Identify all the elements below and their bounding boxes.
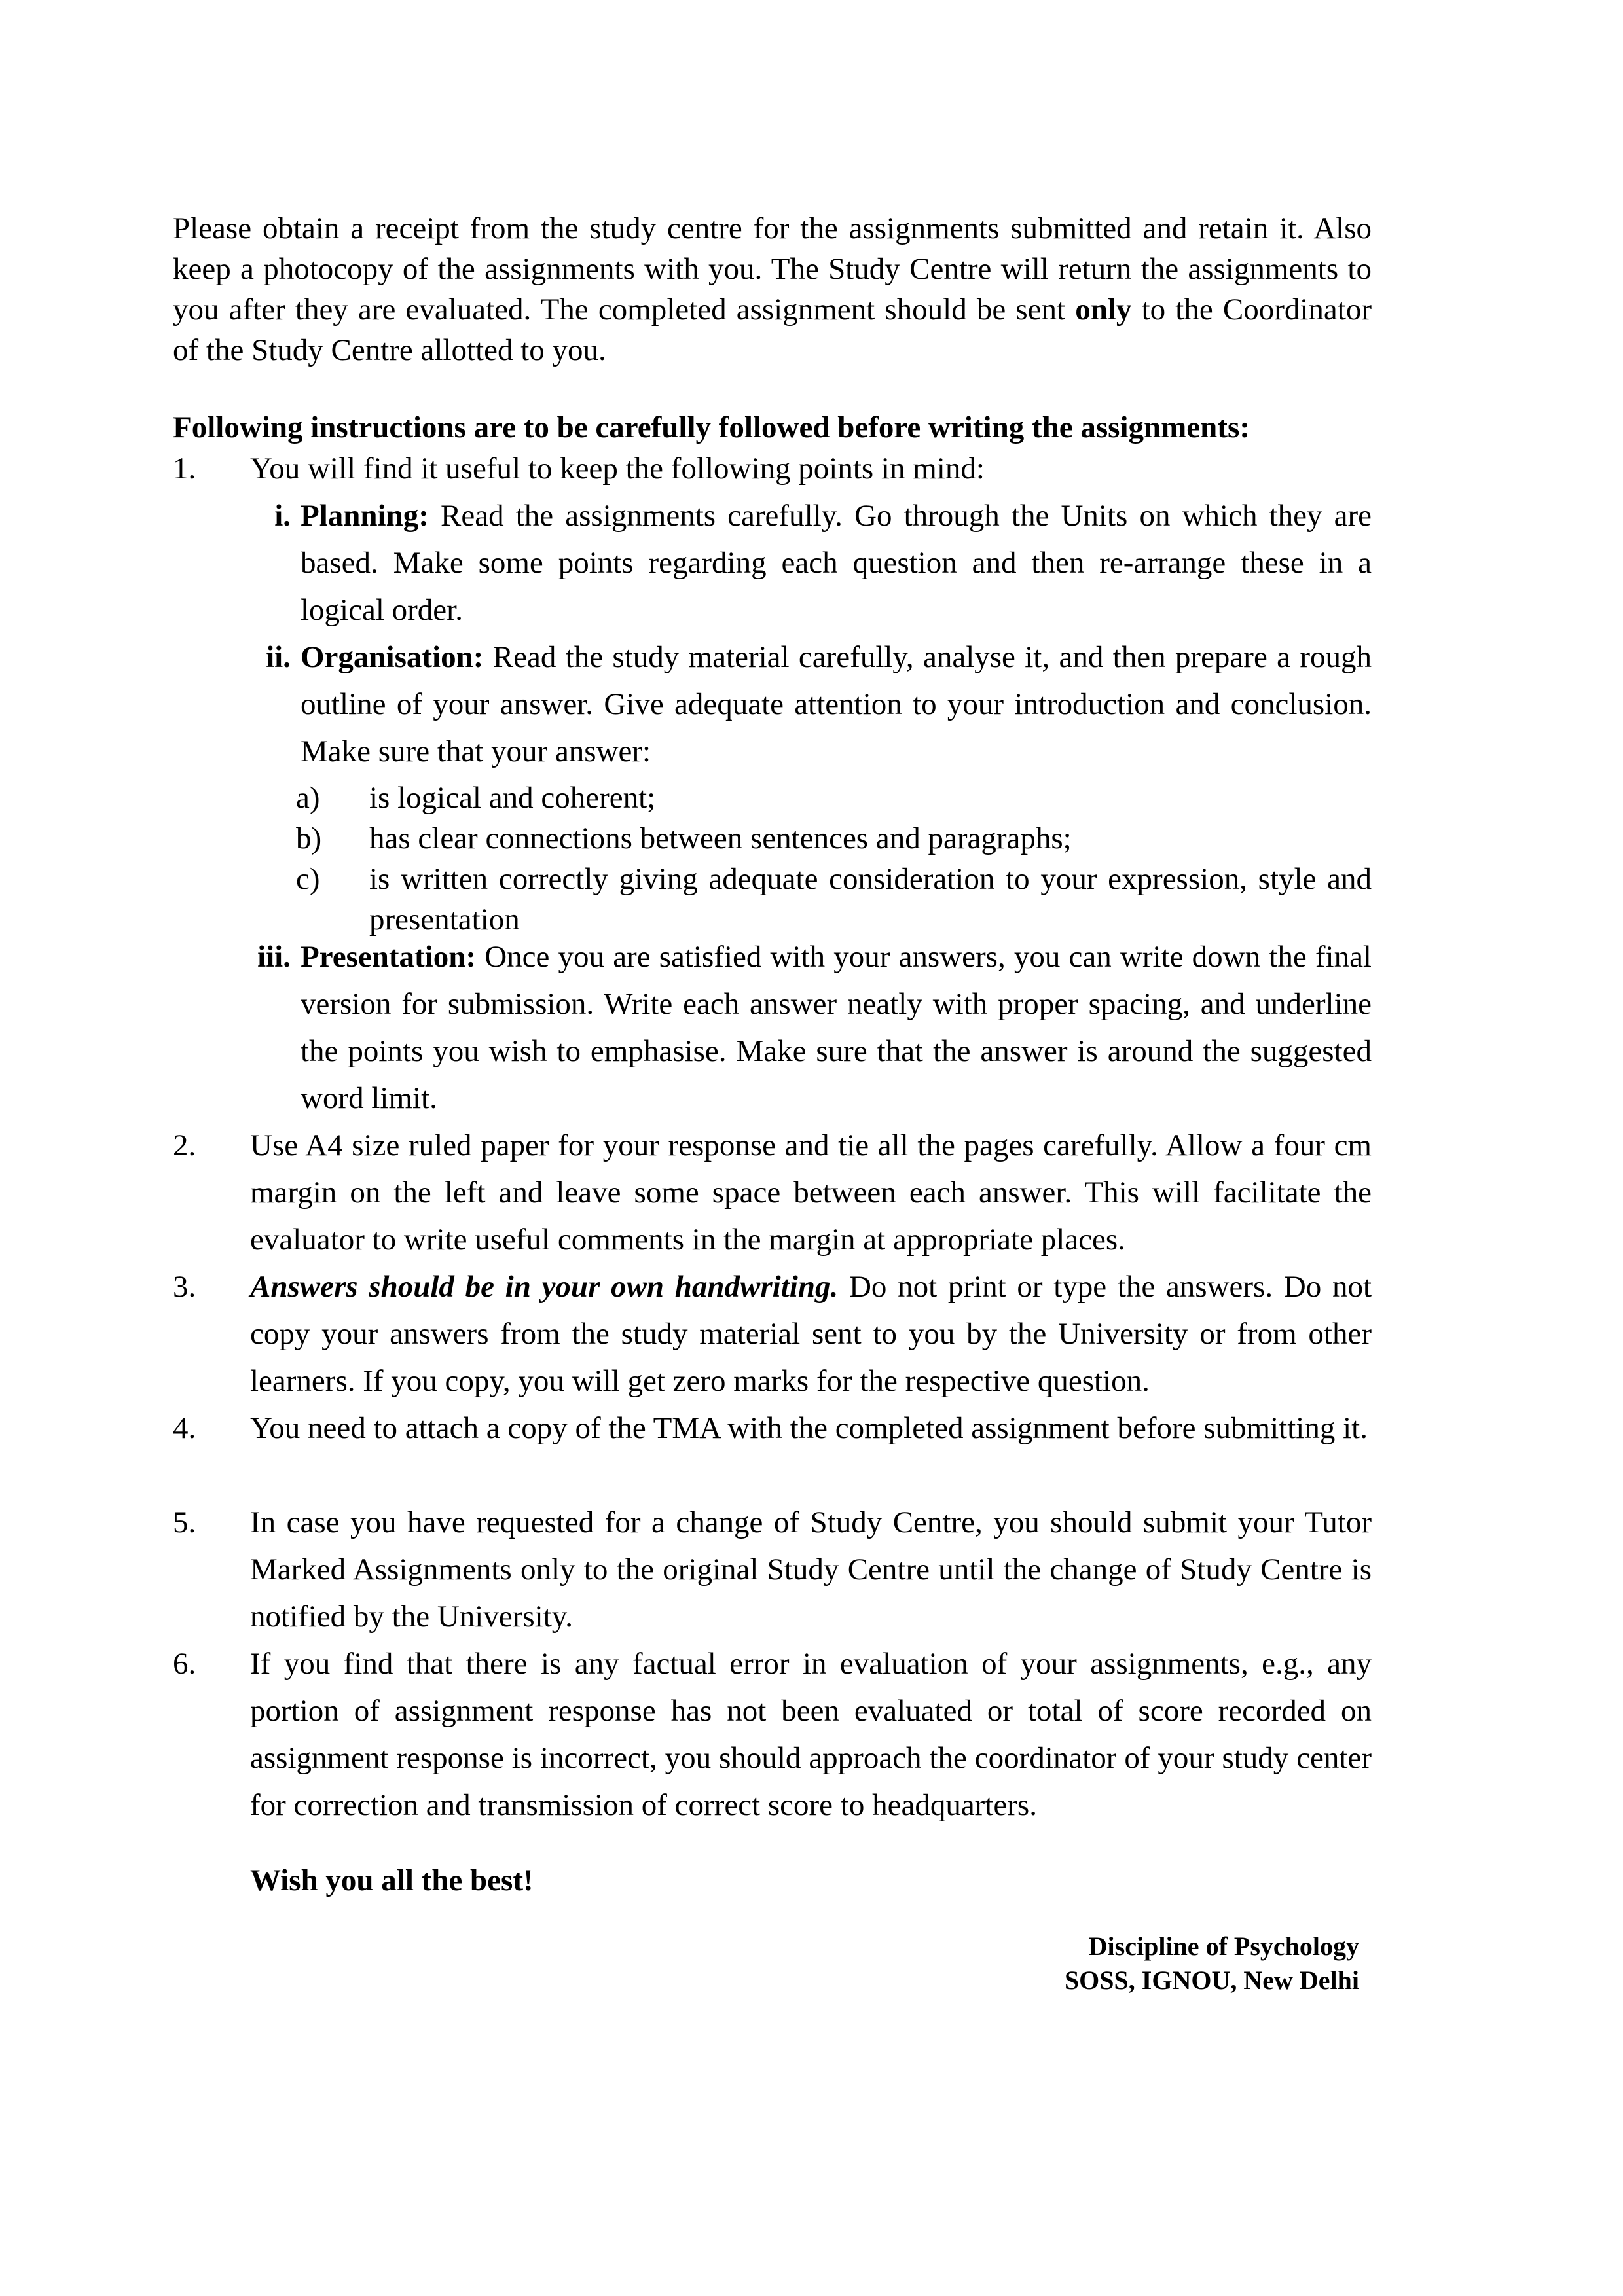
signature-line-2: SOSS, IGNOU, New Delhi xyxy=(1064,1965,1359,1995)
subitem-label: Planning: xyxy=(301,499,429,533)
list-item-text: Use A4 size ruled paper for your response and tie all the pages carefully. Allow a four cm margin on the left and leave some space between each answer. This will facilitate the evaluator to write useful comments in the margin at appropriate places. xyxy=(250,1128,1372,1257)
list-number: 3. xyxy=(173,1270,196,1304)
list-number: 5. xyxy=(173,1505,196,1539)
intro-paragraph xyxy=(173,208,1372,370)
subitem-body: Once you are satisfied with your answers, you can write down the final version for submission. Write each answer neatly with proper spacing, and underline the points you wish to emphasise. Make sure that the answer is around the suggested word limit. xyxy=(301,940,1372,1115)
subitem-body: Read the assignments carefully. Go through the Units on which they are based. Make some points regarding each question and then re-arrange these in a logical order. xyxy=(301,499,1372,627)
signature-block xyxy=(1065,1929,1359,1998)
subitem-organisation xyxy=(173,634,1372,775)
intro-bold-word: only xyxy=(1075,293,1132,327)
list-item-text: You need to attach a copy of the TMA with the completed assignment before submitting it. xyxy=(250,1411,1368,1445)
subitem-label: Presentation: xyxy=(301,940,477,974)
list-item-4 xyxy=(173,1405,1372,1452)
item-body: Do not print or type the answers. Do not copy your answers from the study material sent to you by the University or from other learners. If you copy, you will get zero marks for the respective question. xyxy=(250,1270,1372,1398)
subitem-text xyxy=(301,634,1372,775)
list-item-text xyxy=(250,1263,1372,1405)
point-text: is logical and coherent; xyxy=(369,781,656,815)
list-item-3 xyxy=(173,1263,1372,1405)
list-item-text: You will find it useful to keep the following points in mind: xyxy=(250,452,985,486)
point-text: is written correctly giving adequate consideration to your expression, style and presentation xyxy=(369,862,1372,937)
list-number: 6. xyxy=(173,1647,196,1681)
point-number: c) xyxy=(296,862,320,896)
intro-text-b: to the Coordinator of the Study Centre allotted to you. xyxy=(173,293,1372,367)
subitem-text xyxy=(301,933,1372,1122)
point-number: b) xyxy=(296,821,322,855)
subitem-number: ii. xyxy=(266,640,291,674)
list-item-text: If you find that there is any factual error in evaluation of your assignments, e.g., any portion of assignment response has not been evaluated or total of score recorded on assignment response is incorrect, you should approach the coordinator of your study center for correction and transmission of correct score to headquarters. xyxy=(250,1647,1372,1822)
point-b xyxy=(173,818,1372,859)
subitem-text xyxy=(301,492,1372,634)
point-text: has clear connections between sentences and paragraphs; xyxy=(369,821,1072,855)
subitem-body: Read the study material carefully, analyse it, and then prepare a rough outline of your answer. Give adequate attention to your introduction and conclusion. Make sure that your answer: xyxy=(301,640,1372,768)
emphasis-text: Answers should be in your own handwriting. xyxy=(250,1270,839,1304)
subitem-number: iii. xyxy=(257,940,291,974)
closing-wish: Wish you all the best! xyxy=(250,1863,534,1897)
instructions-heading: Following instructions are to be carefully followed before writing the assignments: xyxy=(173,410,1250,444)
list-item-text: In case you have requested for a change of Study Centre, you should submit your Tutor Marked Assignments only to the original Study Centre until the change of Study Centre is notified by the University. xyxy=(250,1505,1372,1634)
signature-line-1: Discipline of Psychology xyxy=(1088,1931,1359,1961)
subitem-label: Organisation: xyxy=(301,640,484,674)
list-number: 4. xyxy=(173,1411,196,1445)
point-c xyxy=(173,859,1372,940)
list-item-5 xyxy=(173,1499,1372,1640)
point-a xyxy=(173,778,1372,818)
subitem-presentation xyxy=(173,933,1372,1122)
intro-text-a: Please obtain a receipt from the study centre for the assignments submitted and retain it. Also keep a photocopy of the assignments with you. The Study Centre will return the assignments to you after they are evaluated. The completed assignment should be sent xyxy=(173,211,1372,327)
point-number: a) xyxy=(296,781,320,815)
subitem-number: i. xyxy=(274,499,291,533)
subitem-planning xyxy=(173,492,1372,634)
list-number: 1. xyxy=(173,452,196,486)
list-number: 2. xyxy=(173,1128,196,1162)
list-item-6 xyxy=(173,1640,1372,1829)
list-item-2 xyxy=(173,1122,1372,1263)
list-item-1 xyxy=(173,445,1372,492)
